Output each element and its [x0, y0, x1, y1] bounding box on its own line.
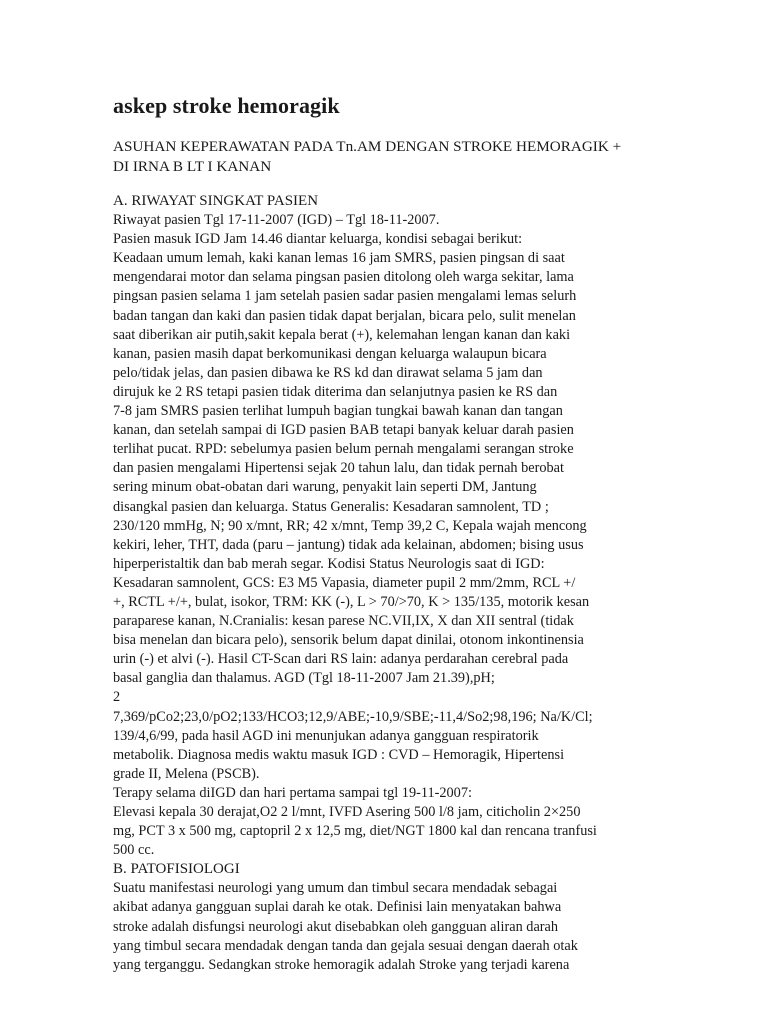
- text-line: grade II, Melena (PSCB).: [113, 765, 260, 782]
- text-line: Riwayat pasien Tgl 17-11-2007 (IGD) – Tgl 18-11-2007.: [113, 212, 440, 229]
- text-line: Terapy selama diIGD dan hari pertama sampai tgl 19-11-2007:: [113, 784, 472, 801]
- text-line: paraparese kanan, N.Cranialis: kesan parese NC.VII,IX, X dan XII sentral (tidak: [113, 613, 574, 630]
- text-line: dan pasien mengalami Hipertensi sejak 20 tahun lalu, dan tidak pernah berobat: [113, 460, 565, 477]
- document-body: [113, 192, 633, 975]
- text-line: 500 cc.: [113, 842, 155, 859]
- text-line: Pasien masuk IGD Jam 14.46 diantar keluarga, kondisi sebagai berikut:: [113, 231, 523, 248]
- text-line: dirujuk ke 2 RS tetapi pasien tidak diterima dan selanjutnya pasien ke RS dan: [113, 383, 558, 400]
- text-line: hiperperistaltik dan bab merah segar. Kodisi Status Neurologis saat di IGD:: [113, 555, 545, 572]
- text-line: pelo/tidak jelas, dan pasien dibawa ke RS kd dan dirawat selama 5 jam dan: [113, 364, 543, 381]
- text-line: akibat adanya gangguan suplai darah ke otak. Definisi lain menyatakan bahwa: [113, 899, 562, 916]
- text-line: saat diberikan air putih,sakit kepala berat (+), kelemahan lengan kanan dan kaki: [113, 326, 571, 343]
- text-line: mg, PCT 3 x 500 mg, captopril 2 x 12,5 mg, diet/NGT 1800 kal dan rencana tranfusi: [113, 823, 597, 840]
- text-line: kanan, pasien masih dapat berkomunikasi dengan keluarga walaupun bicara: [113, 345, 547, 362]
- text-line: Suatu manifestasi neurologi yang umum dan timbul secara mendadak sebagai: [113, 880, 558, 897]
- text-line: basal ganglia dan thalamus. AGD (Tgl 18-11-2007 Jam 21.39),pH;: [113, 670, 495, 687]
- text-line: Kesadaran samnolent, GCS: E3 M5 Vapasia, diameter pupil 2 mm/2mm, RCL +/: [113, 574, 576, 591]
- text-line: sering minum obat-obatan dari warung, penyakit lain seperti DM, Jantung: [113, 479, 537, 496]
- text-line: bisa menelan dan bicara pelo), sensorik belum dapat dinilai, otonom inkontinensia: [113, 632, 584, 649]
- text-line: terlihat pucat. RPD: sebelumya pasien belum pernah mengalami serangan stroke: [113, 441, 574, 458]
- section-title: B. PATOFISIOLOGI: [113, 861, 240, 878]
- text-line: 230/120 mmHg, N; 90 x/mnt, RR; 42 x/mnt, Temp 39,2 C, Kepala wajah mencong: [113, 517, 587, 534]
- text-line: badan tangan dan kaki dan pasien tidak dapat berjalan, bicara pelo, sulit menelan: [113, 307, 576, 324]
- text-line: 2: [113, 689, 121, 706]
- text-line: stroke adalah disfungsi neurologi akut disebabkan oleh gangguan aliran darah: [113, 918, 559, 935]
- text-line: yang terganggu. Sedangkan stroke hemoragik adalah Stroke yang terjadi karena: [113, 956, 570, 973]
- text-line: kekiri, leher, THT, dada (paru – jantung) tidak ada kelainan, abdomen; bising usus: [113, 536, 584, 553]
- document-heading: ASUHAN KEPERAWATAN PADA Tn.AM DENGAN STROKE HEMORAGIK + DI IRNA B LT I KANAN: [113, 138, 622, 175]
- text-line: disangkal pasien dan keluarga. Status Generalis: Kesadaran samnolent, TD ;: [113, 498, 549, 515]
- text-line: kanan, dan setelah sampai di IGD pasien BAB tetapi banyak keluar darah pasien: [113, 422, 574, 439]
- text-line: metabolik. Diagnosa medis waktu masuk IGD : CVD – Hemoragik, Hipertensi: [113, 746, 565, 763]
- text-line: 7,369/pCo2;23,0/pO2;133/HCO3;12,9/ABE;-10,9/SBE;-11,4/So2;98,196; Na/K/Cl;: [113, 708, 593, 725]
- text-line: pingsan pasien selama 1 jam setelah pasien sadar pasien mengalami lemas selurh: [113, 288, 577, 305]
- text-line: 7-8 jam SMRS pasien terlihat lumpuh bagian tungkai bawah kanan dan tangan: [113, 403, 563, 420]
- text-line: +, RCTL +/+, bulat, isokor, TRM: KK (-), L > 70/>70, K > 135/135, motorik kesan: [113, 593, 590, 610]
- text-line: 139/4,6/99, pada hasil AGD ini menunjukan adanya gangguan respiratorik: [113, 727, 539, 744]
- section-title: A. RIWAYAT SINGKAT PASIEN: [113, 193, 319, 209]
- text-line: mengendarai motor dan selama pingsan pasien ditolong oleh warga sekitar, lama: [113, 269, 574, 286]
- text-line: yang timbul secara mendadak dengan tanda dan gejala sesuai dengan daerah otak: [113, 937, 578, 954]
- text-line: Keadaan umum lemah, kaki kanan lemas 16 jam SMRS, pasien pingsan di saat: [113, 250, 565, 267]
- text-line: Elevasi kepala 30 derajat,O2 2 l/mnt, IVFD Asering 500 l/8 jam, citicholin 2×250: [113, 804, 581, 820]
- document-title: askep stroke hemoragik: [113, 93, 340, 118]
- text-line: urin (-) et alvi (-). Hasil CT-Scan dari RS lain: adanya perdarahan cerebral pada: [113, 651, 569, 668]
